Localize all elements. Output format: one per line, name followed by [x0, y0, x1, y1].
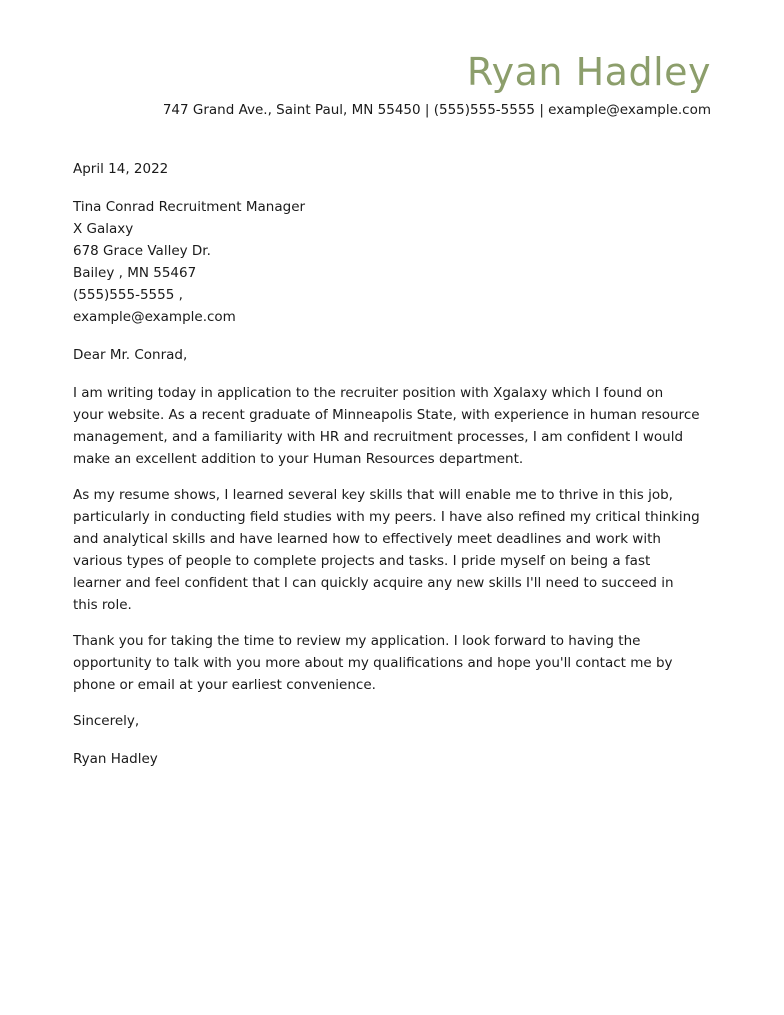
paragraph-3	[73, 630, 721, 696]
paragraph-line: particularly in conducting field studies with my peers. I have also refined my critical thinking	[73, 509, 700, 525]
paragraph-line: this role.	[73, 597, 132, 613]
letter-header	[163, 50, 711, 120]
recipient-line: Bailey , MN 55467	[73, 265, 197, 281]
signature-name: Ryan Hadley	[73, 751, 158, 767]
paragraph-2	[73, 484, 721, 616]
paragraph-line: phone or email at your earliest convenience.	[73, 677, 376, 693]
letter-body	[73, 158, 721, 770]
paragraph-line: I am writing today in application to the recruiter position with Xgalaxy which I found on	[73, 385, 664, 401]
paragraph-line: Thank you for taking the time to review my application. I look forward to having the	[73, 633, 641, 649]
paragraph-line: make an excellent addition to your Human Resources department.	[73, 451, 524, 467]
sender-contact-line: 747 Grand Ave., Saint Paul, MN 55450 | (555)555-5555 | example@example.com	[162, 102, 711, 118]
recipient-line: X Galaxy	[73, 221, 134, 237]
paragraph-line: your website. As a recent graduate of Minneapolis State, with experience in human resource	[73, 407, 700, 423]
paragraph-line: As my resume shows, I learned several key skills that will enable me to thrive in this job,	[73, 487, 673, 503]
paragraph-line: opportunity to talk with you more about my qualifications and hope you'll contact me by	[73, 655, 673, 671]
salutation: Dear Mr. Conrad,	[73, 347, 188, 363]
paragraph-line: management, and a familiarity with HR and recruitment processes, I am confident I would	[73, 429, 684, 445]
paragraph-1	[73, 382, 721, 470]
letter-date: April 14, 2022	[73, 161, 169, 177]
paragraph-line: and analytical skills and have learned how to effectively meet deadlines and work with	[73, 531, 661, 547]
closing: Sincerely,	[73, 713, 140, 729]
recipient-line: Tina Conrad Recruitment Manager	[73, 199, 306, 215]
sender-name: Ryan Hadley	[466, 50, 711, 94]
paragraph-line: learner and feel confident that I can quickly acquire any new skills I'll need to succeed in	[73, 575, 674, 591]
recipient-line: example@example.com	[73, 309, 236, 325]
recipient-line: 678 Grace Valley Dr.	[73, 243, 211, 259]
recipient-line: (555)555-5555 ,	[73, 287, 183, 303]
paragraph-line: various types of people to complete projects and tasks. I pride myself on being a fast	[73, 553, 651, 569]
recipient-block	[73, 196, 721, 328]
